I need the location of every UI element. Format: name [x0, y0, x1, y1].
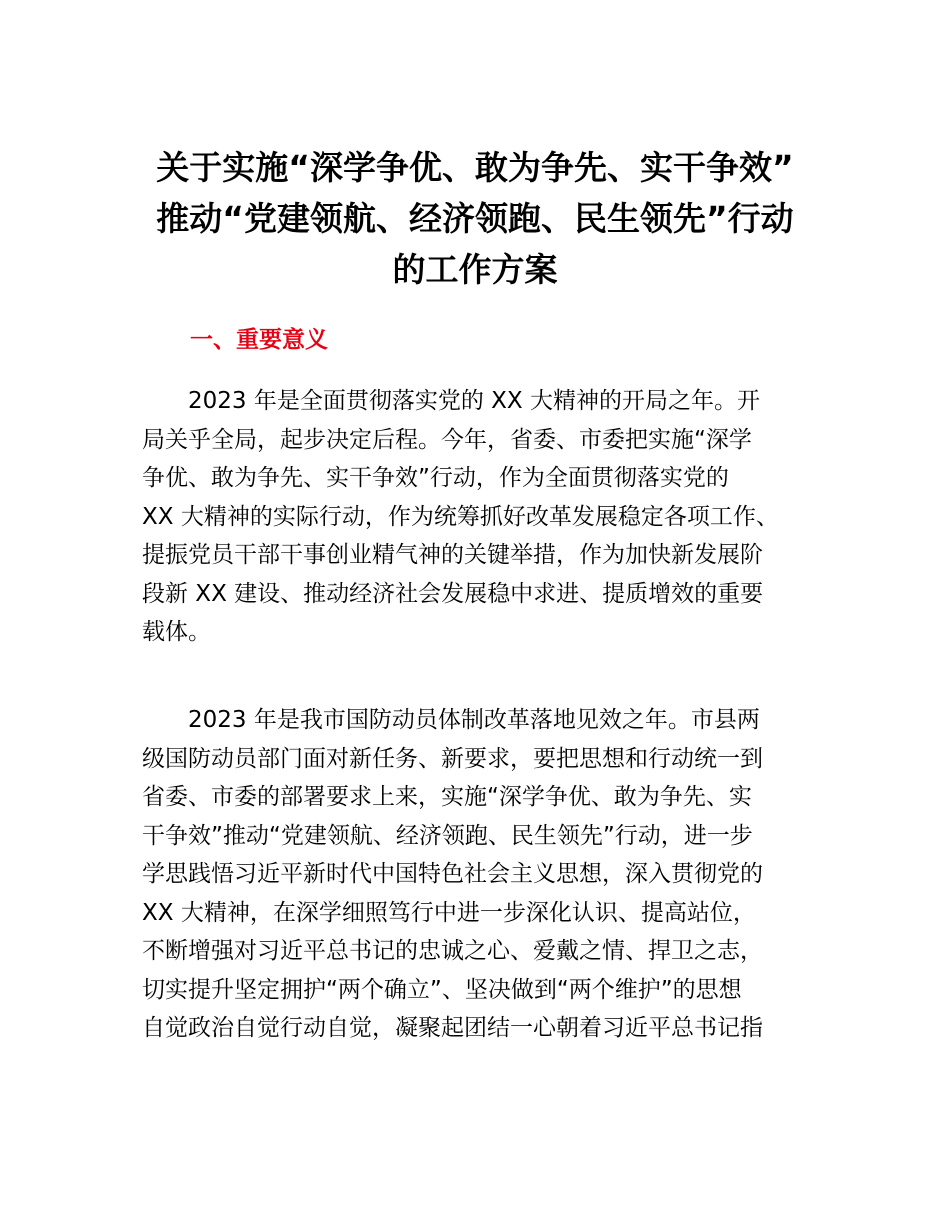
paragraph-2: [142, 701, 822, 1048]
paragraph-1: [142, 382, 822, 652]
paragraph-line: 切实提升坚定拥护“两个确立”、坚决做到“两个维护”的思想: [142, 976, 742, 1003]
paragraph-line: 不断增强对习近平总书记的忠诚之心、爱戴之情、捍卫之志，: [142, 938, 763, 964]
section-heading: 一、重要意义: [190, 327, 328, 353]
paragraph-line: XX 大精神，在深学细照笃行中进一步深化认识、提高站位，: [142, 899, 756, 926]
title-line-1: 关于实施“深学争优、敢为争先、实干争效”: [156, 148, 794, 187]
title-line-3: 的工作方案: [392, 250, 558, 289]
paragraph-line: 局关乎全局，起步决定后程。今年，省委、市委把实施“深学: [142, 426, 752, 453]
paragraph-line: 载体。: [142, 619, 211, 645]
paragraph-line: XX 大精神的实际行动，作为统筹抓好改革发展稳定各项工作、: [142, 503, 779, 530]
paragraph-line: 级国防动员部门面对新任务、新要求，要把思想和行动统一到: [142, 745, 763, 772]
title-line-2: 推动“党建领航、经济领跑、民生领先”行动: [156, 199, 794, 238]
paragraph-line: 争优、敢为争先、实干争效”行动，作为全面贯彻落实党的: [142, 465, 729, 491]
paragraph-line: 提振党员干部干事创业精气神的关键举措，作为加快新发展阶: [142, 542, 763, 568]
paragraph-line: 2023 年是全面贯彻落实党的 XX 大精神的开局之年。开: [188, 388, 760, 414]
paragraph-line: 自觉政治自觉行动自觉，凝聚起团结一心朝着习近平总书记指: [142, 1015, 763, 1041]
paragraph-line: 干争效”推动“党建领航、经济领跑、民生领先”行动，进一步: [142, 822, 753, 849]
paragraph-line: 段新 XX 建设、推动经济社会发展稳中求进、提质增效的重要: [142, 580, 764, 607]
paragraph-line: 2023 年是我市国防动员体制改革落地见效之年。市县两: [188, 707, 760, 733]
document-title: [120, 142, 830, 295]
paragraph-line: 学思践悟习近平新时代中国特色社会主义思想，深入贯彻党的: [142, 861, 763, 887]
paragraph-line: 省委、市委的部署要求上来，实施“深学争优、敢为争先、实: [142, 784, 752, 810]
